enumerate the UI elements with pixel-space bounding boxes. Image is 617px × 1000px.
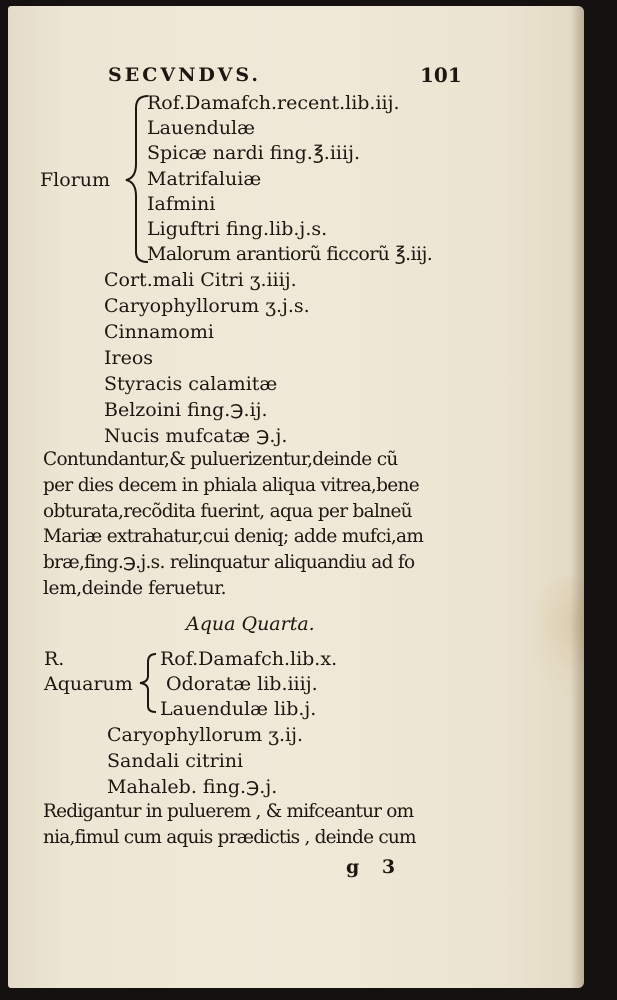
list1-item-5: Styracis calamitæ	[104, 373, 278, 395]
aquarum-item-3: Lauendulæ lib.j.	[160, 698, 317, 720]
paragraph2-line-1: Redigantur in puluerem , & mifceantur om	[43, 801, 414, 822]
paragraph1-line-4: Mariæ extrahatur,cui deniq; adde mufci,am	[43, 526, 424, 547]
aquarum-label: Aquarum	[44, 673, 133, 695]
list2-item-3: Mahaleb. fing.℈.j.	[107, 776, 278, 798]
section-title: Aqua Quarta.	[186, 613, 315, 635]
aquarum-brace	[136, 648, 160, 718]
recipe-mark: R.	[44, 648, 65, 670]
florum-item-7: Malorum arantiorũ ficcorũ ℥.iij.	[147, 243, 433, 265]
paragraph1-line-6: lem,deinde feruetur.	[43, 578, 227, 599]
florum-item-3: Spicæ nardi fing.℥.iiij.	[147, 142, 361, 164]
list1-item-2: Caryophyllorum ʒ.j.s.	[104, 295, 310, 317]
florum-item-5: Iafmini	[147, 193, 216, 215]
paragraph2-line-2: nia,fimul cum aquis prædictis , deinde cum	[43, 827, 416, 848]
aquarum-item-1: Rof.Damafch.lib.x.	[160, 648, 338, 670]
florum-item-6: Liguftri fing.lib.j.s.	[147, 218, 328, 240]
list1-item-6: Belzoini fing.℈.ij.	[104, 399, 268, 421]
aquarum-item-2: Odoratæ lib.iiij.	[166, 673, 318, 695]
list2-item-1: Caryophyllorum ʒ.ij.	[107, 724, 303, 746]
running-title: SECVNDVS.	[108, 64, 261, 86]
page-edge-shadow	[570, 6, 584, 988]
signature-mark: g 3	[346, 856, 404, 878]
list1-item-3: Cinnamomi	[104, 321, 214, 343]
page-number: 101	[420, 63, 462, 87]
paragraph1-line-3: obturata,recõdita fuerint, aqua per balneũ	[43, 501, 412, 522]
list1-item-7: Nucis mufcatæ ℈.j.	[104, 425, 288, 447]
florum-item-4: Matrifaluiæ	[147, 168, 262, 190]
paragraph1-line-1: Contundantur,& puluerizentur,deinde cũ	[43, 449, 398, 470]
list1-item-4: Ireos	[104, 347, 154, 369]
florum-item-2: Lauendulæ	[147, 117, 255, 139]
florum-label: Florum	[40, 169, 111, 191]
paragraph1-line-2: per dies decem in phiala aliqua vitrea,bene	[43, 475, 419, 496]
list1-item-1: Cort.mali Citri ʒ.iiij.	[104, 269, 297, 291]
book-page	[8, 6, 584, 988]
list2-item-2: Sandali citrini	[107, 750, 244, 772]
florum-item-1: Rof.Damafch.recent.lib.iij.	[147, 92, 400, 114]
paragraph1-line-5: bræ,fing.℈.j.s. relinquatur aliquandiu ad fo	[43, 552, 415, 573]
